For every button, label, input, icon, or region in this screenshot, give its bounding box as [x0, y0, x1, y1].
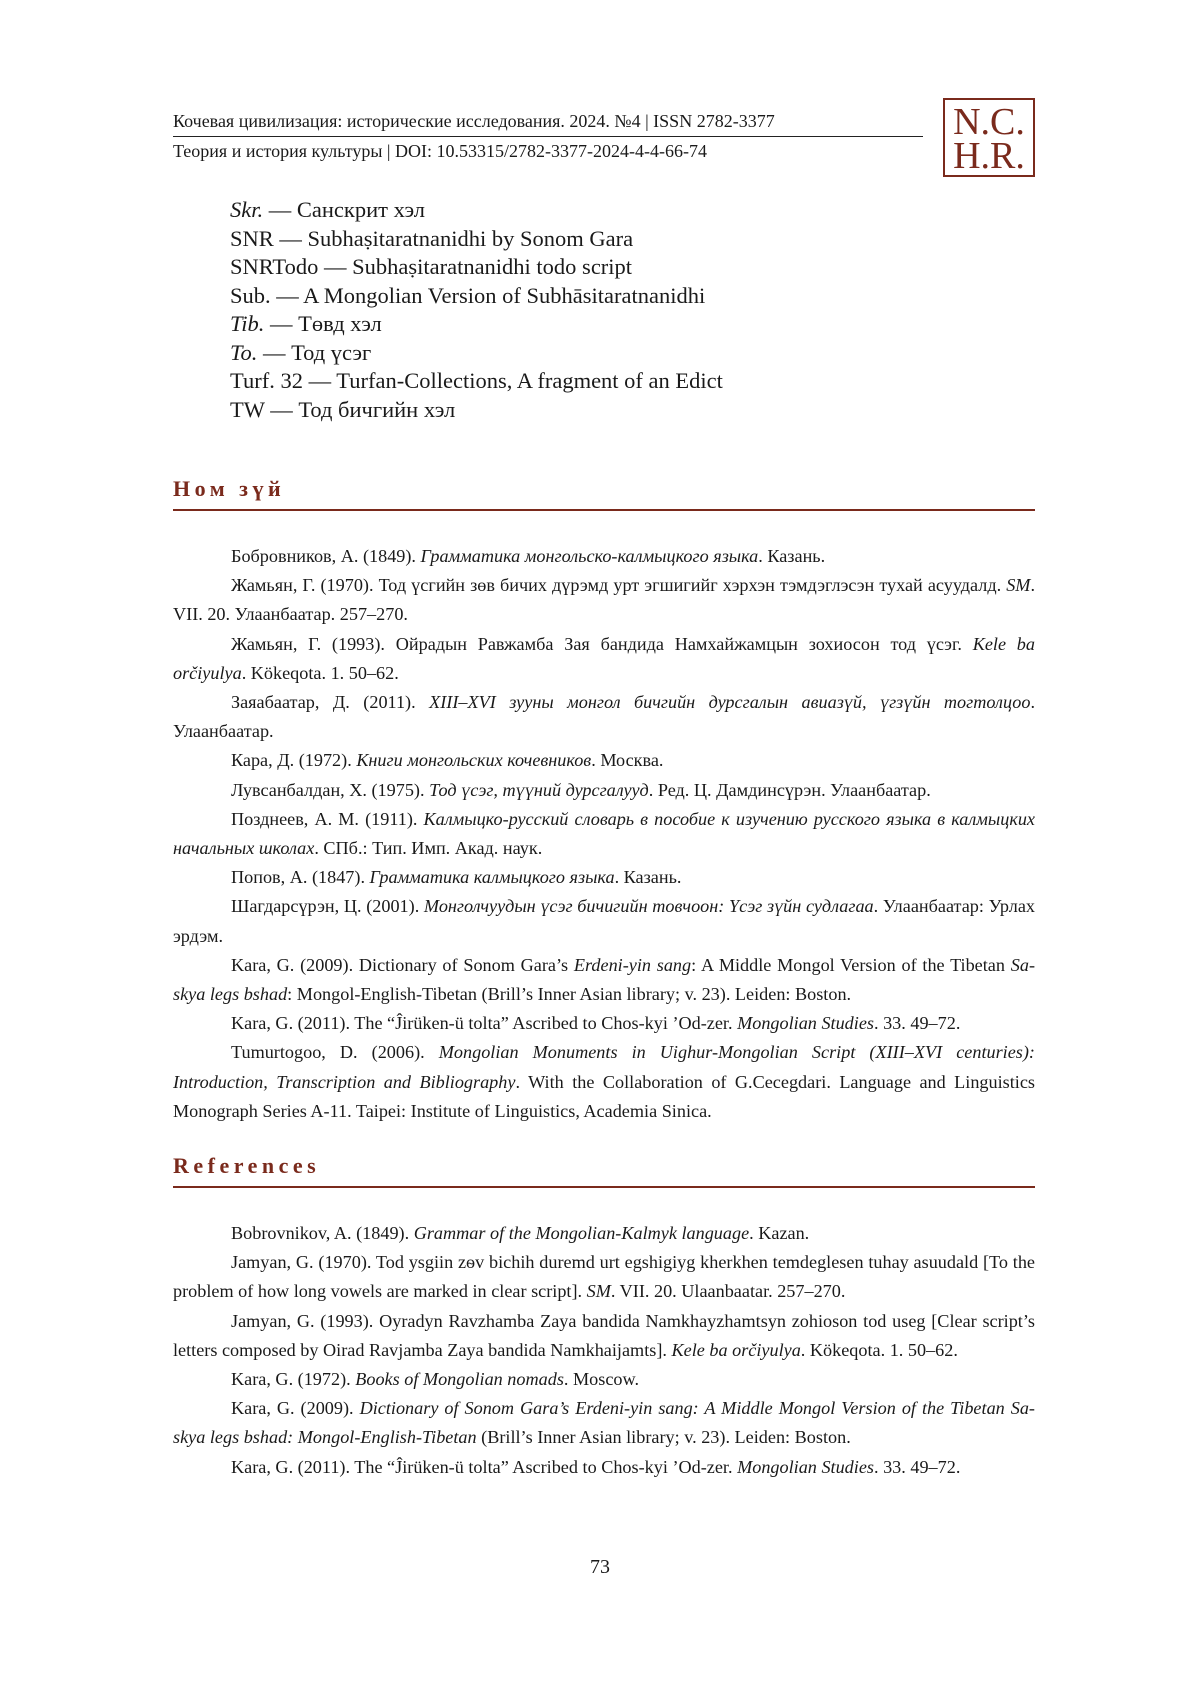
reference-entry: Кара, Д. (1972). Книги монгольских кочевников. Москва. [231, 750, 664, 771]
abbreviation-item: Turf. 32 — Turfan-Collections, A fragment of an Edict [230, 368, 723, 393]
reference-entry: Жамьян, Г. (1993). Ойрадын Равжамба Зая бандида Намхайжамцын зохиосон тод үсэг. Kele ba orčiyulya. Kökeqota. 1. 50–62. [173, 633, 1035, 683]
reference-entry: Kara, G. (2011). The “Ĵirüken-ü tolta” Ascribed to Chos-kyi ’Od-zer. Mongolian Studies. 33. 49–72. [231, 1013, 961, 1034]
section-heading-references: References [173, 1153, 1035, 1188]
doi-line: Теория и история культуры | DOI: 10.53315/2782-3377-2024-4-4-66-74 [173, 141, 707, 161]
page-number: 73 [590, 1556, 610, 1578]
reference-entry: Bobrovnikov, A. (1849). Grammar of the Mongolian-Kalmyk language. Kazan. [231, 1223, 810, 1243]
abbreviation-item: SNR — Subhaṣitaratnanidhi by Sonom Gara [230, 225, 634, 251]
abbreviation-item: SNRTodo — Subhaṣitaratnanidhi todo script [230, 254, 633, 279]
reference-entry: Шагдарсүрэн, Ц. (2001). Монголчуудын үсэг бичигийн товчоон: Үсэг зүйн судлагаа. Улаанбаатар: Урлах эрдэм. [173, 896, 1035, 946]
abbreviation-item: TW — Тод бичгийн хэл [230, 396, 456, 422]
references-list [173, 1219, 1035, 1482]
reference-entry: Tumurtogoo, D. (2006). Mongolian Monuments in Uighur-Mongolian Script (XIII–XVI centuries): Introduction, Transcription and Bibliography. With the Collaboration of G.Cecegdari. Language and Linguistics Monograph Series A-11. Taipei: Institute of Linguistics, Academia Sinica. [173, 1042, 1035, 1121]
reference-entry: Позднеев, А. М. (1911). Калмыцко-русский словарь в пособие к изучению русского языка в калмыцких начальных школах. СПб.: Тип. Имп. Акад. наук. [173, 808, 1035, 859]
journal-title-line: Кочевая цивилизация: исторические исследования. 2024. №4 | ISSN 2782-3377 [173, 108, 923, 137]
bibliography-list [173, 542, 1035, 1126]
abbreviation-item: Sub. — A Mongolian Version of Subhāsitaratnanidhi [230, 282, 706, 308]
reference-entry: Жамьян, Г. (1970). Тод үсгийн зөв бичих дүрэмд урт эгшигийг хэрхэн тэмдэглэсэн тухай асуудалд. SM. VII. 20. Улаанбаатар. 257–270. [173, 575, 1035, 625]
reference-entry: Jamyan, G. (1993). Oyradyn Ravzhamba Zaya bandida Namkhayzhamtsyn zohioson tod useg [Clear script’s letters composed by Oirad Ravjamba Zaya bandida Namkhaijamts]. Kele ba orčiyulya. Kökeqota. 1. 50–62. [173, 1310, 1035, 1360]
abbreviation-item: To. — Тод үсэг [230, 339, 372, 365]
reference-entry: Лувсанбалдан, Х. (1975). Тод үсэг, түүний дурсгалууд. Ред. Ц. Дамдинсүрэн. Улаанбаатар. [231, 779, 931, 800]
reference-entry: Kara, G. (2011). The “Ĵirüken-ü tolta” Ascribed to Chos-kyi ’Od-zer. Mongolian Studies. 33. 49–72. [231, 1456, 961, 1477]
reference-entry: Попов, А. (1847). Грамматика калмыцкого языка. Казань. [231, 867, 682, 888]
abbreviation-item: Tib. — Төвд хэл [230, 311, 382, 336]
reference-entry: Заяабаатар, Д. (2011). XIII–XVI зууны монгол бичгийн дурсгалын авиазүй, үгзүйн тогтолцоо. Улаанбаатар. [173, 692, 1035, 742]
reference-entry: Kara, G. (2009). Dictionary of Sonom Gara’s Erdeni-yin sang: A Middle Mongol Version of the Tibetan Sa-skya legs bshad: Mongol-English-Tibetan (Brill’s Inner Asian library; v. 23). Leiden: Boston. [173, 954, 1035, 1005]
reference-entry: Kara, G. (1972). Books of Mongolian nomads. Moscow. [231, 1369, 640, 1390]
running-header [173, 108, 923, 164]
section-heading-bibliography: Ном зүй [173, 476, 1035, 511]
reference-entry: Kara, G. (2009). Dictionary of Sonom Gara’s Erdeni-yin sang: A Middle Mongol Version of the Tibetan Sa-skya legs bshad: Mongol-English-Tibetan (Brill’s Inner Asian library; v. 23). Leiden: Boston. [173, 1398, 1035, 1448]
abbreviation-item: Skr. — Санскрит хэл [230, 197, 426, 222]
reference-entry: Бобровников, А. (1849). Грамматика монгольско-калмыцкого языка. Казань. [231, 546, 826, 566]
reference-entry: Jamyan, G. (1970). Tod ysgiin zѳv bichih duremd urt egshigiyg kherkhen temdeglesen tuhay asuudald [To the problem of how long vowels are marked in clear script]. SM. VII. 20. Ulaanbaatar. 257–270. [173, 1252, 1035, 1302]
abbreviation-list [230, 196, 723, 424]
journal-logo: N.C. H.R. [943, 98, 1035, 177]
